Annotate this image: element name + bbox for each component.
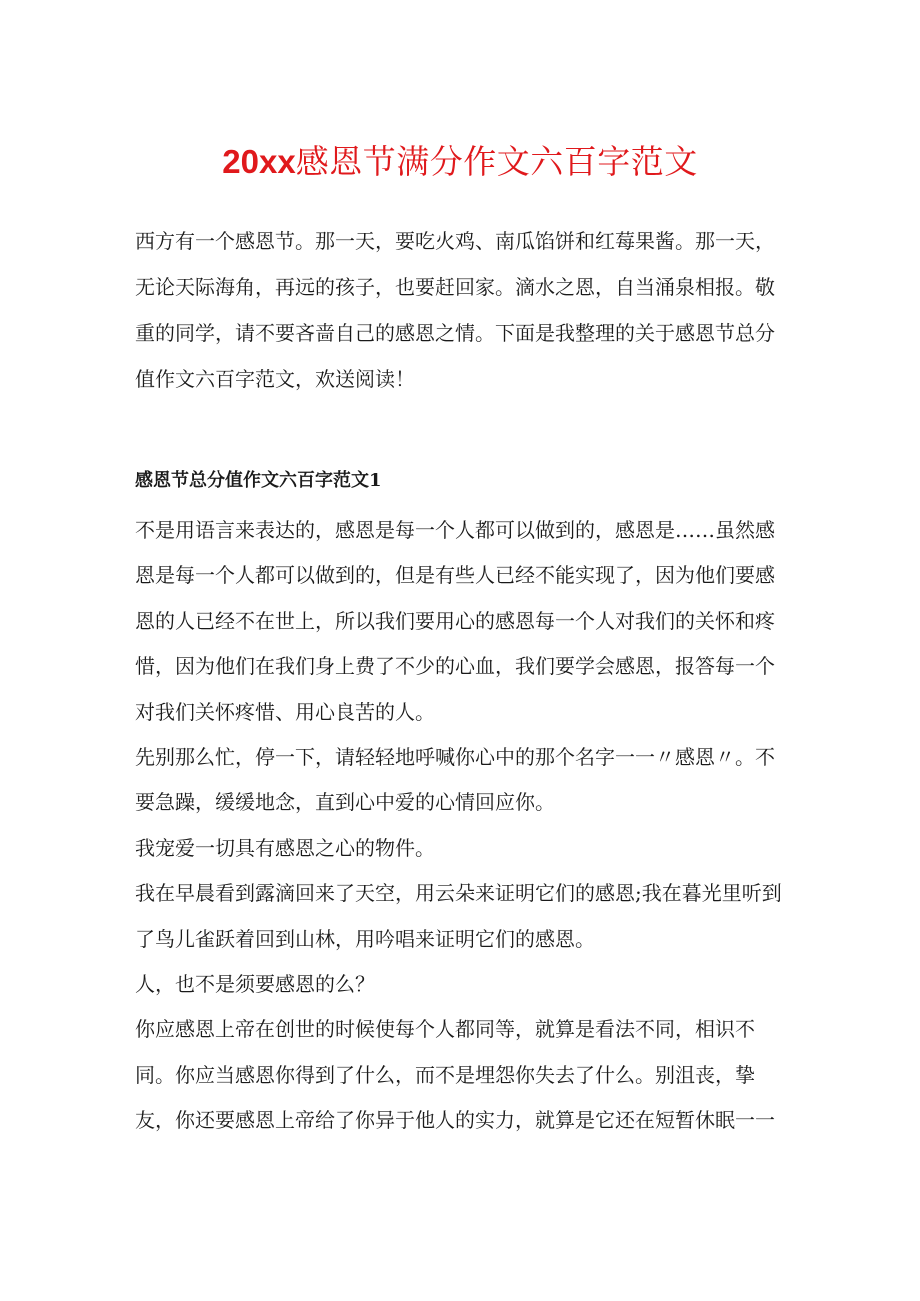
content-line: 不是用语言来表达的，感恩是每一个人都可以做到的，感恩是……虽然感	[135, 518, 775, 542]
content-line: 同。你应当感恩你得到了什么，而不是埋怨你失去了什么。别沮丧，挚	[135, 1062, 755, 1087]
content-line: 对我们关怀疼惜、用心良苦的人。	[135, 699, 435, 724]
content-line: 你应感恩上帝在创世的时候使每个人都同等，就算是看法不同，相识不	[135, 1017, 755, 1042]
content-line: 惜，因为他们在我们身上费了不少的心血，我们要学会感恩，报答每一个	[135, 654, 775, 679]
content-line: 恩是每一个人都可以做到的，但是有些人已经不能实现了，因为他们要感	[135, 563, 775, 588]
content-line: 我宠爱一切具有感恩之心的物件。	[135, 835, 435, 860]
intro-line: 值作文六百字范文，欢送阅读！	[135, 367, 415, 391]
content-line: 我在早晨看到露滴回来了天空，用云朵来证明它们的感恩;我在暮光里听到	[135, 881, 782, 906]
section-heading: 感恩节总分值作文六百字范文1	[135, 470, 382, 491]
content-line: 了鸟儿雀跃着回到山林，用吟唱来证明它们的感恩。	[135, 926, 595, 951]
document-title	[0, 140, 920, 184]
content-line: 友，你还要感恩上帝给了你异于他人的实力，就算是它还在短暂休眠一一	[135, 1108, 775, 1133]
content-line: 要急躁，缓缓地念，直到心中爱的心情回应你。	[135, 790, 555, 815]
intro-paragraph	[135, 218, 795, 402]
essay-content	[135, 508, 795, 1143]
title-year: 20xx	[222, 143, 296, 180]
intro-line: 无论天际海角，再远的孩子，也要赶回家。滴水之恩，自当涌泉相报。敬	[135, 275, 775, 299]
title-text: 感恩节满分作文六百字范文	[295, 142, 698, 181]
content-line: 恩的人已经不在世上，所以我们要用心的感恩每一个人对我们的关怀和疼	[135, 608, 775, 633]
intro-line: 重的同学，请不要吝啬自己的感恩之情。下面是我整理的关于感恩节总分	[135, 321, 775, 345]
content-line: 先别那么忙，停一下，请轻轻地呼喊你心中的那个名字一一〃感恩〃。不	[135, 744, 775, 769]
intro-line: 西方有一个感恩节。那一天，要吃火鸡、南瓜馅饼和红莓果酱。那一天，	[135, 229, 775, 253]
content-line: 人，也不是须要感恩的么？	[135, 971, 375, 996]
